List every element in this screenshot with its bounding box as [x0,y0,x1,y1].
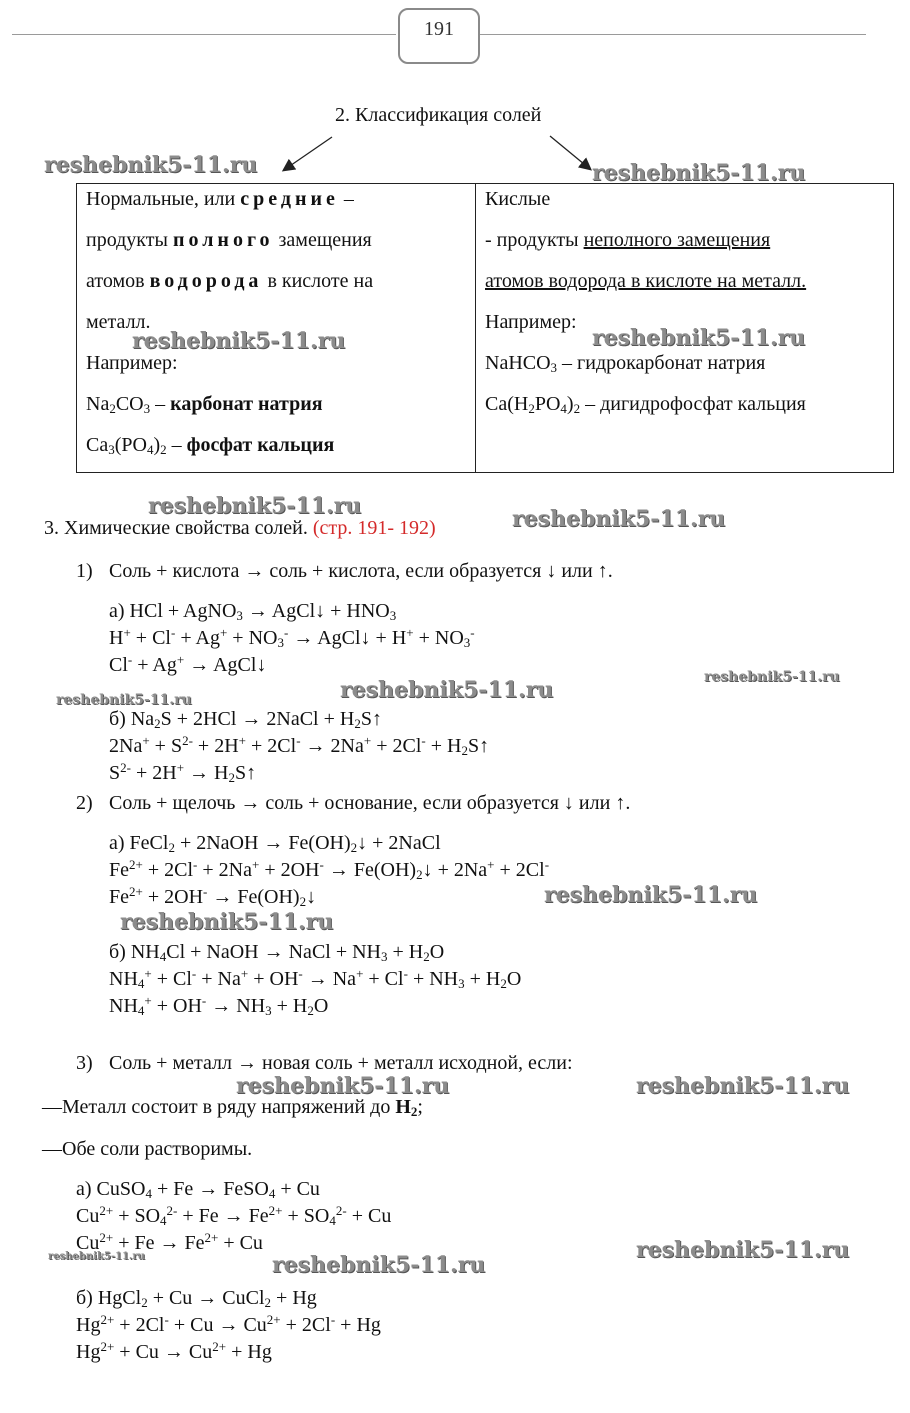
normal-salts-line-2: продукты полного замещения [86,229,372,251]
eq-3b-2: $Hg^{2+} + 2Cl^- + Cu \to Cu^{2+} + 2Cl^- + Hg$ [76,1312,381,1336]
item-1-text: Соль + кислота → соль + кислота, если образуется ↓ или ↑. [109,560,613,582]
acid-salts-example-1: NaHCO$_3$ – гидрокарбонат натрия [485,352,766,375]
watermark: reshebnik5-11.ru [236,1073,450,1099]
table-divider [475,184,476,472]
watermark: reshebnik5-11.ru [132,328,346,354]
acid-salts-example-2: $Ca(H_2PO_4)_2$ – дигидрофосфат кальция [485,393,806,416]
eq-2a-3: $Fe^{2+} + 2OH^-$ → $Fe(OH)_2↓$ [109,884,317,909]
item-1-number: 1) [76,560,93,582]
eq-3a-1: а) CuSO$_4$ + Fe → FeSO$_4$ + Cu [76,1178,320,1201]
watermark: reshebnik5-11.ru [704,669,840,685]
condition-1: —Металл состоит в ряду напряжений до $H_2$; [42,1096,423,1119]
eq-2a-1: а) FeCl$_2$ + 2NaOH → $Fe(OH)_2↓$ + 2NaCl [109,832,441,855]
normal-salts-example-2: $Ca_3(PO_4)_2$ – фосфат кальция [86,434,335,457]
section3-title: 3. Химические свойства солей. (стр. 191- 192) [44,517,436,539]
normal-salts-line-4: металл. [86,311,151,333]
watermark: reshebnik5-11.ru [148,493,362,519]
section2-title: 2. Классификация солей [335,104,542,126]
watermark: reshebnik5-11.ru [120,909,334,935]
eq-2b-1: б) $NH_4Cl$ + NaOH → NaCl + $NH_3 + H_2O$ [109,941,445,964]
eq-2b-3: $NH_4^+ + OH^- \to NH_3 + H_2O$ [109,993,329,1018]
watermark: reshebnik5-11.ru [56,692,192,708]
arrow-left [284,137,332,170]
watermark: reshebnik5-11.ru [544,882,758,908]
item-2-number: 2) [76,792,93,814]
normal-salts-example-1: $Na_2CO_3$ – карбонат натрия [86,393,323,416]
normal-salts-line-1: Нормальные, или средние – [86,188,354,210]
item-3-text: Соль + металл → новая соль + металл исходной, если: [109,1052,573,1074]
eq-3b-1: б) HgCl$_2$ + Cu → CuCl$_2$ + Hg [76,1287,317,1310]
normal-salts-example-label: Например: [86,352,178,374]
eq-2b-2: $NH_4^+ + Cl^- + Na^+ + OH^- \to Na^+ + Cl^- + NH_3 + H_2O$ [109,966,522,991]
eq-1b-2: $2Na^+ + S^{2-} + 2H^+ + 2Cl^- \to 2Na^+ + 2Cl^-$ + $H_2S↑$ [109,733,490,758]
item-3-number: 3) [76,1052,93,1074]
eq-1b-3: $S^{2-} + 2H^+$ → $H_2S↑$ [109,760,257,785]
acid-salts-example-label: Например: [485,311,577,333]
eq-1a-2: $H^+ + Cl^- + Ag^+ + NO_3^-$ → AgCl↓ + $H^+ + NO_3^-$ [109,625,475,650]
acid-salts-line-3: атомов водорода в кислоте на металл. [485,270,807,292]
eq-1a-1: а) HCl + AgNO$_3$ → AgCl↓ + $HNO_3$ [109,600,397,623]
eq-3a-2: $Cu^{2+} + SO_4^{2-} + Fe \to Fe^{2+} + SO_4^{2-} + Cu$ [76,1203,392,1228]
watermark: reshebnik5-11.ru [272,1252,486,1278]
eq-3a-3: $Cu^{2+} + Fe \to Fe^{2+} + Cu$ [76,1230,263,1254]
condition-2: —Обе соли растворимы. [42,1138,253,1160]
watermark: reshebnik5-11.ru [512,506,726,532]
acid-salts-title: Кислые [485,188,551,210]
watermark: reshebnik5-11.ru [636,1237,850,1263]
page-number: 191 [424,18,454,40]
watermark: reshebnik5-11.ru [592,325,806,351]
acid-salts-line-2: - продукты неполного замещения [485,229,771,251]
watermark: reshebnik5-11.ru [340,677,554,703]
eq-1a-3: Cl- + Ag+ → AgCl↓ [109,652,267,676]
arrow-right [550,136,590,169]
eq-3b-3: $Hg^{2+} + Cu \to Cu^{2+} + Hg$ [76,1339,272,1363]
normal-salts-line-3: атомов водорода в кислоте на [86,270,374,292]
eq-1b-1: б) $Na_2S + 2HCl$ → 2NaCl + $H_2S↑$ [109,708,382,731]
watermark: reshebnik5-11.ru [636,1073,850,1099]
item-2-text: Соль + щелочь → соль + основание, если образуется ↓ или ↑. [109,792,631,814]
watermark: reshebnik5-11.ru [48,1251,145,1262]
watermark: reshebnik5-11.ru [592,160,806,186]
watermark: reshebnik5-11.ru [44,152,258,178]
eq-2a-2: $Fe^{2+} + 2Cl^- + 2Na^+ + 2OH^-$ → $Fe(OH)_2↓ + 2Na^+ + 2Cl^-$ [109,857,550,882]
